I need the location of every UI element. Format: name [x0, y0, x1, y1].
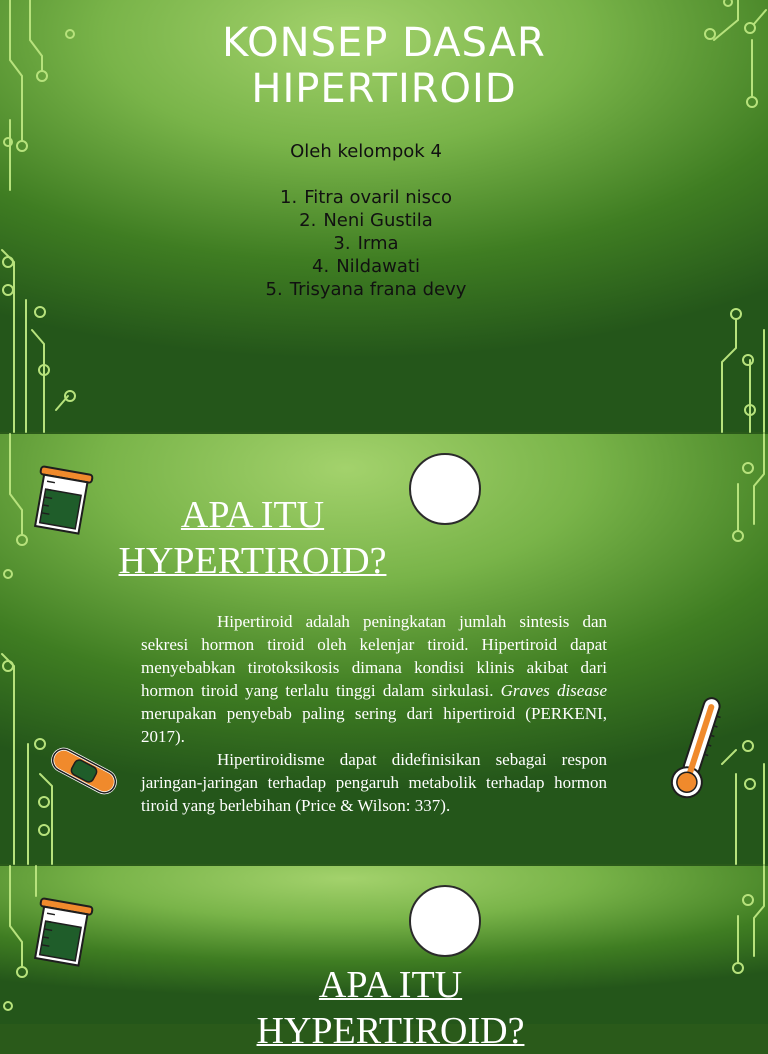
title-line-1: KONSEP DASAR [222, 20, 546, 66]
paragraph-2: Hipertiroidisme dapat didefinisikan sebagai respon jaringan-jaringan terhadap pengaruh metabolik terhadap hormon tiroid yang berlebihan (Price & Wilson: 337). [141, 750, 607, 815]
thermometer-icon [666, 692, 730, 804]
circuit-decoration-right [678, 866, 768, 1024]
list-item [0, 255, 732, 278]
section-title [70, 492, 435, 584]
member-name: Fitra ovaril nisco [304, 187, 452, 208]
member-name: Neni Gustila [323, 210, 433, 231]
list-item [0, 186, 732, 209]
member-name: Nildawati [336, 256, 420, 277]
decorative-circle [409, 885, 481, 957]
title-line-1: APA ITU [318, 964, 463, 1006]
member-number: 1. [280, 187, 298, 208]
member-list [0, 186, 732, 301]
definition-text [141, 610, 607, 817]
member-number: 2. [299, 210, 317, 231]
member-name: Trisyana frana devy [289, 279, 467, 300]
list-item [0, 232, 732, 255]
member-number: 3. [333, 233, 351, 254]
section-title [208, 962, 573, 1054]
title-line-2: HYPERTIROID? [118, 540, 387, 582]
slide-title [0, 0, 768, 432]
paragraph-1-text-cont: merupakan penyebab paling sering dari hipertiroid (PERKENI, 2017). [141, 704, 607, 746]
paragraph-1-text: Hipertiroid adalah peningkatan jumlah sintesis dan sekresi hormon tiroid oleh kelenjar tiroid. Hipertiroid dapat menyebabkan tirotoksikosis dimana kondisi klinis akibat dari hormon tiroid yang terlalu tinggi dalam sirkulasi. [141, 612, 607, 700]
slide-definition-repeat [0, 866, 768, 1052]
beaker-icon [30, 896, 92, 968]
presentation-title [0, 20, 768, 112]
list-item [0, 278, 732, 301]
title-line-1: APA ITU [180, 494, 325, 536]
group-info [0, 140, 732, 301]
paragraph-1 [141, 610, 607, 748]
member-number: 4. [312, 256, 330, 277]
title-line-2: HIPERTIROID [251, 66, 517, 112]
member-number: 5. [265, 279, 283, 300]
list-item [0, 209, 732, 232]
member-name: Irma [357, 233, 399, 254]
title-line-2: HYPERTIROID? [256, 1010, 525, 1052]
slide-definition [0, 434, 768, 864]
subtitle: Oleh kelompok 4 [290, 141, 442, 162]
bandage-icon [48, 746, 120, 796]
graves-disease-term: Graves disease [500, 681, 607, 700]
